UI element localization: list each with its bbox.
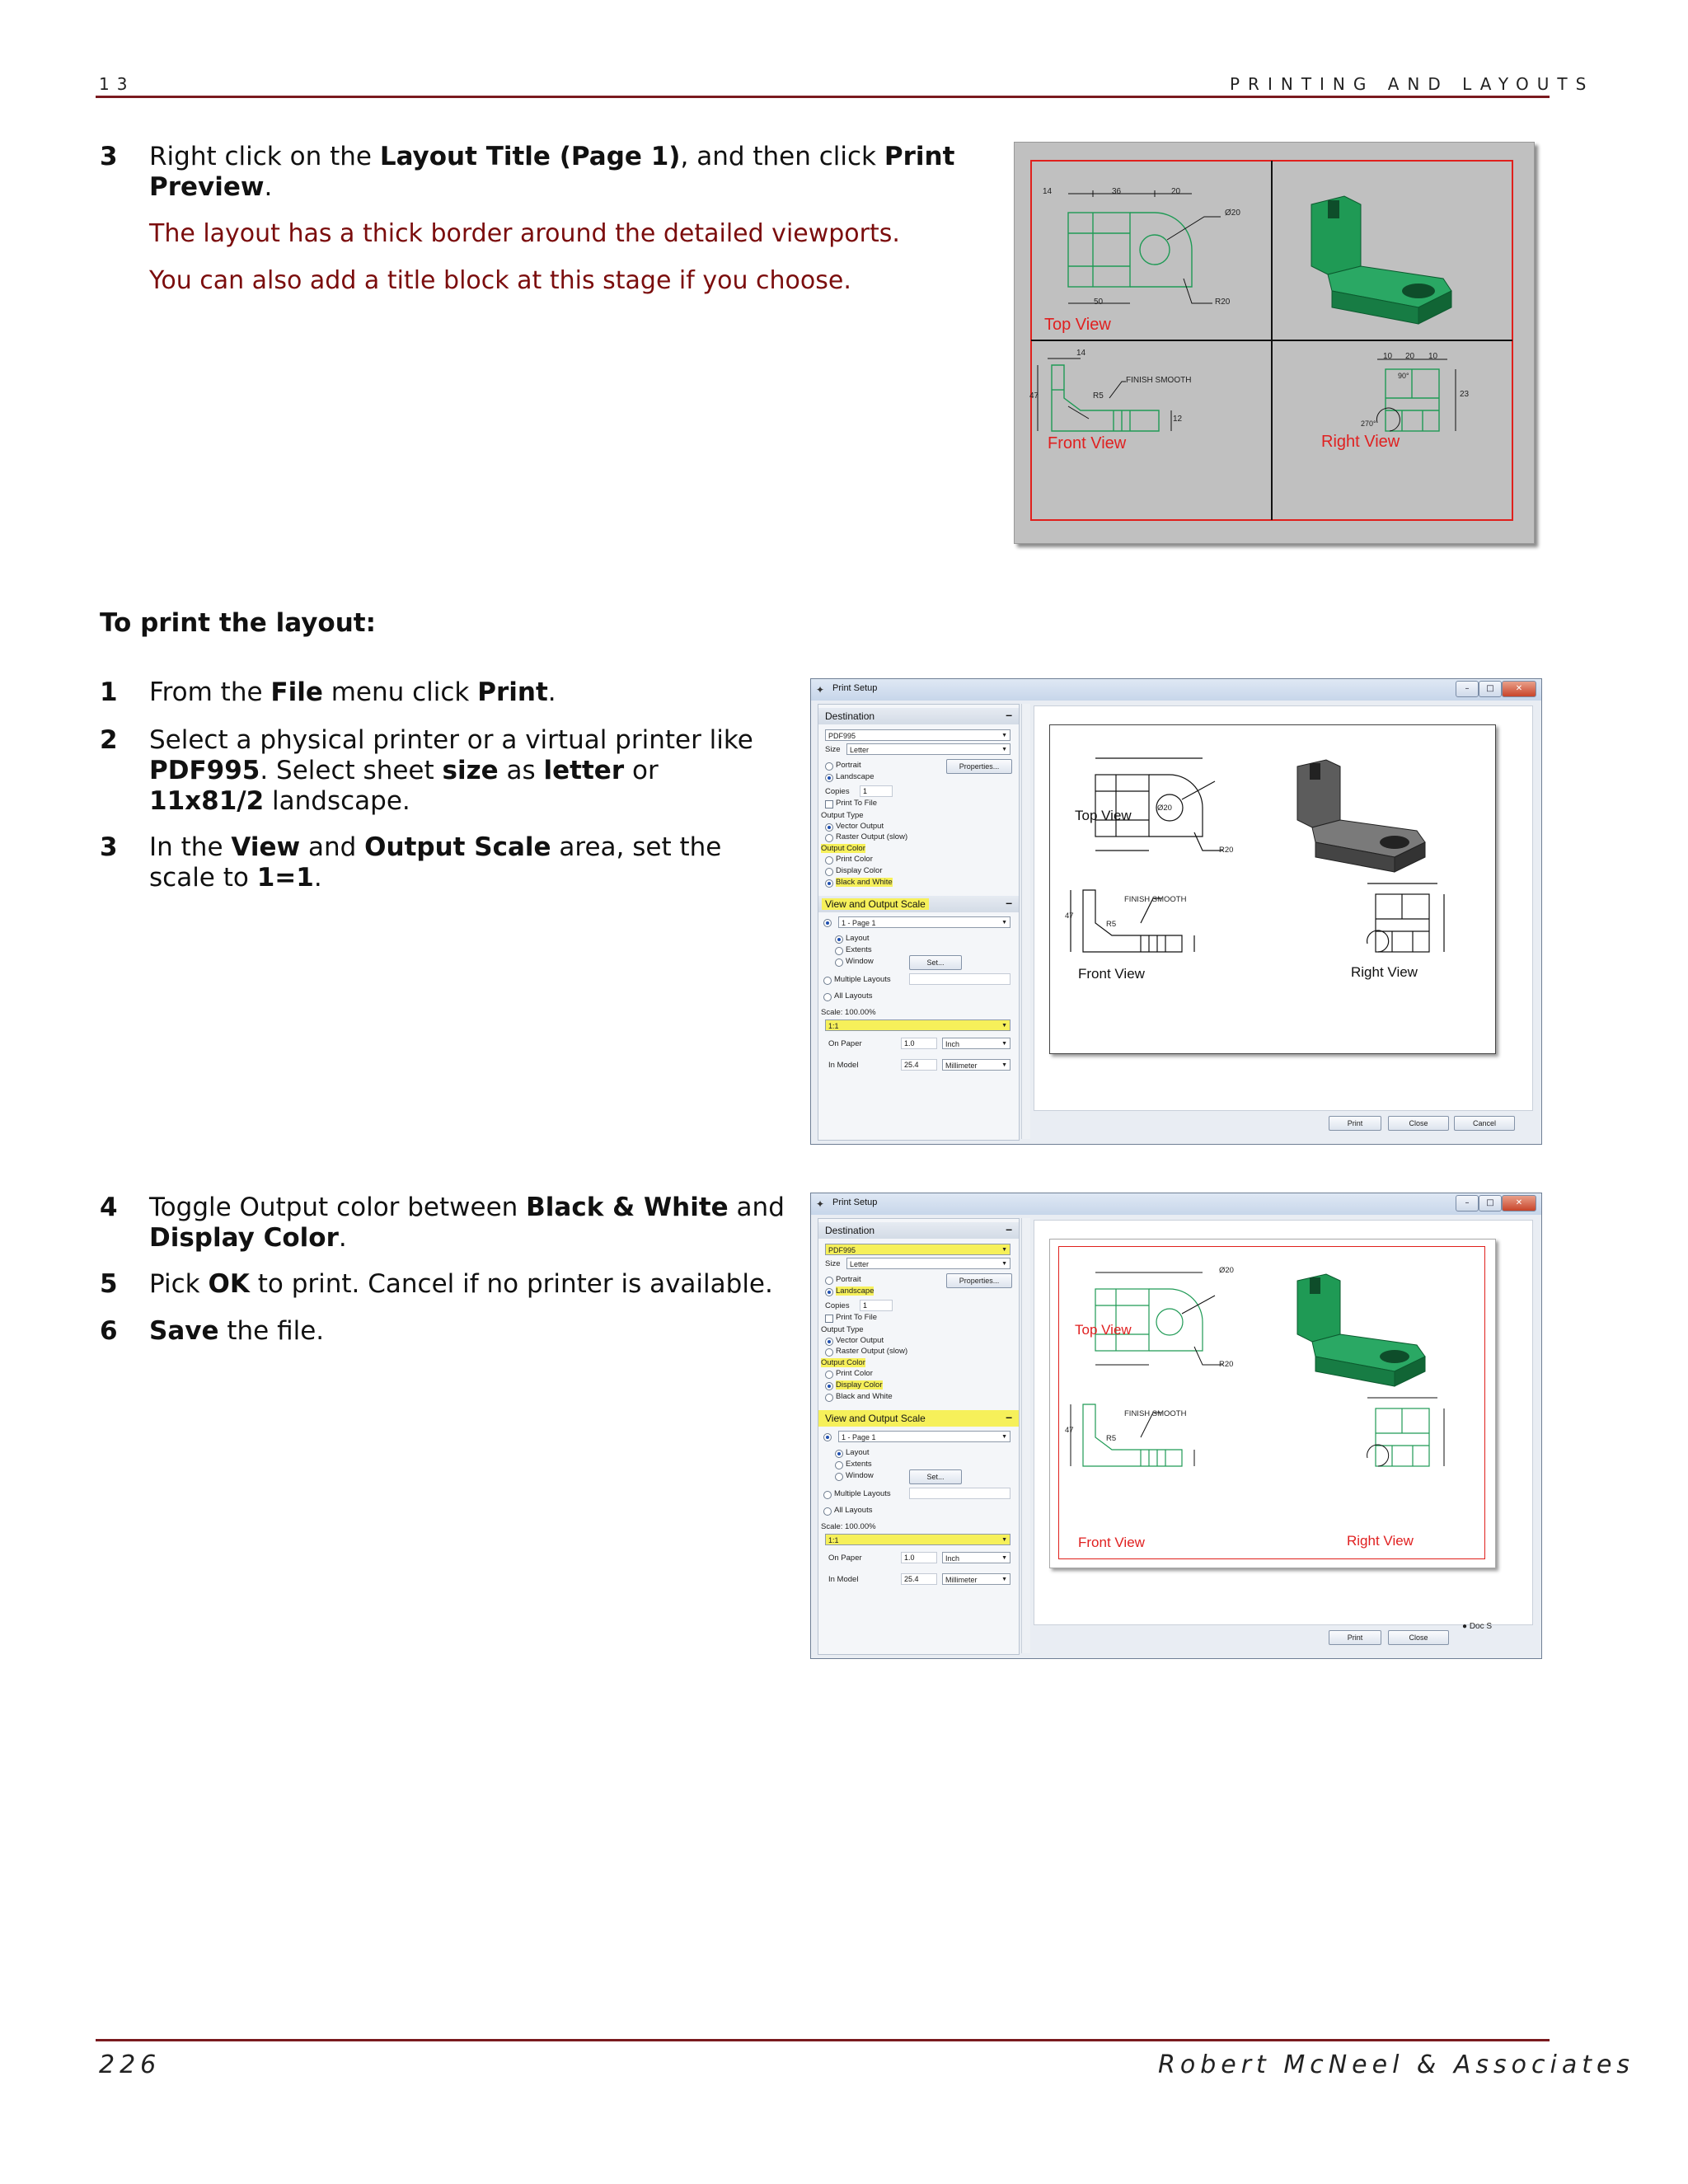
- collapse-icon: –: [1006, 896, 1012, 909]
- dim-10: 10: [1428, 352, 1438, 361]
- bold-text: letter: [543, 756, 625, 785]
- text: . Select sheet: [260, 756, 443, 785]
- in-model-label: In Model: [828, 1061, 859, 1070]
- scale-value: 1:1: [828, 1536, 839, 1544]
- size-value: Letter: [850, 746, 870, 754]
- text: , and then click: [680, 142, 884, 171]
- set-button[interactable]: Set...: [909, 1469, 962, 1484]
- bold-text: Print: [884, 142, 955, 171]
- in-model-input[interactable]: 25.4: [901, 1059, 937, 1071]
- close-window-button[interactable]: ✕: [1502, 1195, 1536, 1212]
- dim-12: 12: [1173, 415, 1183, 424]
- raster-output-label: Raster Output (slow): [836, 832, 908, 841]
- text: and: [300, 832, 365, 862]
- display-color-label: Display Color: [836, 866, 883, 875]
- model-unit-select[interactable]: [942, 1573, 1010, 1585]
- step-text: [149, 1193, 792, 1254]
- print-color-label: Print Color: [836, 855, 873, 864]
- close-button[interactable]: Close: [1388, 1630, 1449, 1645]
- set-button[interactable]: Set...: [909, 955, 962, 970]
- step-number: 1: [100, 677, 118, 707]
- vector-output-label: Vector Output: [836, 1336, 884, 1345]
- vector-output-radio[interactable]: [825, 1338, 833, 1346]
- panel-scrollbar[interactable]: [1021, 1218, 1030, 1653]
- black-white-label: Black and White: [836, 878, 893, 887]
- print-to-file-label: Print To File: [836, 1313, 877, 1322]
- collapse-icon: –: [1006, 708, 1012, 721]
- step-number: 3: [100, 142, 118, 171]
- dim-14: 14: [1076, 349, 1086, 358]
- dropdown-arrow-icon: ▼: [1001, 1023, 1007, 1029]
- text: landscape.: [264, 786, 410, 816]
- text: as: [498, 756, 544, 785]
- scale-value: 1:1: [828, 1022, 839, 1030]
- dropdown-arrow-icon: ▼: [1001, 1041, 1007, 1047]
- extents-radio[interactable]: [835, 947, 843, 955]
- page-select[interactable]: [838, 916, 1010, 928]
- dialog-title: Print Setup: [832, 1197, 878, 1207]
- right-view-label: Right View: [1347, 1533, 1414, 1549]
- page-number: 226: [99, 2050, 162, 2079]
- section-label: Destination: [825, 710, 875, 722]
- dropdown-arrow-icon: ▼: [1001, 1434, 1007, 1440]
- note-thick-border: The layout has a thick border around the detailed viewports.: [149, 219, 900, 248]
- dim-270: 270°: [1361, 419, 1376, 428]
- bold-text: Layout Title (Page 1): [379, 142, 681, 171]
- dim-23: 23: [1460, 390, 1470, 399]
- landscape-label: Landscape: [836, 772, 874, 781]
- portrait-label: Portrait: [836, 1275, 861, 1284]
- step-number: 2: [100, 725, 118, 755]
- print-setup-dialog-color: [810, 1193, 1542, 1659]
- on-paper-input[interactable]: 1.0: [901, 1552, 937, 1563]
- dropdown-arrow-icon: ▼: [1001, 1537, 1007, 1543]
- rhino-icon: ✦: [816, 684, 825, 696]
- model-unit-select[interactable]: [942, 1059, 1010, 1071]
- dropdown-arrow-icon: ▼: [1001, 747, 1007, 752]
- dialog-title: Print Setup: [832, 683, 878, 693]
- dropdown-arrow-icon: ▼: [1001, 1247, 1007, 1253]
- step-number: 5: [100, 1269, 118, 1299]
- section-label: Destination: [825, 1225, 875, 1236]
- preview-sheet-color: [1049, 1239, 1496, 1568]
- dim-47: 47: [1065, 1426, 1074, 1435]
- step-text: [149, 677, 776, 708]
- black-white-label: Black and White: [836, 1392, 893, 1401]
- color-drawing: [1050, 1240, 1495, 1568]
- portrait-label: Portrait: [836, 761, 861, 770]
- all-layouts-radio[interactable]: [823, 993, 832, 1001]
- size-label: Size: [825, 1259, 841, 1268]
- layout-label: Layout: [846, 1448, 870, 1457]
- text: Toggle Output color between: [149, 1193, 527, 1222]
- collapse-icon: –: [1006, 1222, 1012, 1235]
- size-value: Letter: [850, 1260, 870, 1268]
- bold-text: Preview: [149, 172, 265, 202]
- scale-select[interactable]: [825, 1019, 1010, 1031]
- maximize-button[interactable]: □: [1479, 1195, 1502, 1212]
- dim-20: 20: [1171, 187, 1181, 196]
- layout-drawing: [1015, 143, 1534, 543]
- display-color-radio[interactable]: [825, 868, 833, 876]
- dim-47: 47: [1029, 391, 1039, 401]
- model-unit-value: Millimeter: [945, 1576, 978, 1584]
- copies-label: Copies: [825, 1301, 850, 1310]
- properties-button[interactable]: Properties...: [946, 759, 1012, 774]
- printer-select[interactable]: [825, 729, 1010, 741]
- output-color-label: Output Color: [821, 844, 865, 853]
- print-setup-dialog-bw: [810, 678, 1542, 1145]
- raster-output-label: Raster Output (slow): [836, 1347, 908, 1356]
- landscape-radio[interactable]: [825, 1288, 833, 1296]
- landscape-label: Landscape: [836, 1286, 874, 1296]
- top-view-label: Top View: [1075, 1322, 1132, 1338]
- window-radio[interactable]: [835, 958, 843, 967]
- dim-r20: R20: [1219, 1360, 1234, 1369]
- bold-text: OK: [208, 1269, 250, 1299]
- dim-10: 10: [1383, 352, 1393, 361]
- view-radio[interactable]: [823, 1433, 832, 1441]
- size-select[interactable]: [846, 1258, 1010, 1269]
- text: From the: [149, 677, 271, 707]
- view-radio[interactable]: [823, 919, 832, 927]
- portrait-radio[interactable]: [825, 1277, 833, 1285]
- multiple-layouts-label: Multiple Layouts: [834, 975, 891, 984]
- text: .: [547, 677, 556, 707]
- step-number: 4: [100, 1193, 118, 1222]
- all-layouts-label: All Layouts: [834, 991, 873, 1001]
- copies-input[interactable]: 1: [860, 1300, 893, 1311]
- dim-diameter-20: Ø20: [1225, 209, 1240, 218]
- multiple-layouts-radio[interactable]: [823, 977, 832, 985]
- layout-radio[interactable]: [835, 1450, 843, 1458]
- maximize-button[interactable]: □: [1479, 681, 1502, 697]
- text: .: [338, 1223, 347, 1253]
- printer-value: PDF995: [828, 1246, 856, 1254]
- dim-r20: R20: [1219, 846, 1234, 855]
- extents-label: Extents: [846, 1460, 872, 1469]
- bold-text: Output Scale: [364, 832, 551, 862]
- settings-panel: [818, 704, 1020, 1141]
- dialog-titlebar: [811, 1193, 1541, 1215]
- bold-text: File: [270, 677, 323, 707]
- section-label: View and Output Scale: [825, 1413, 926, 1424]
- print-color-label: Print Color: [836, 1369, 873, 1378]
- top-view-label: Top View: [1075, 808, 1132, 823]
- display-color-label: Display Color: [836, 1380, 883, 1390]
- black-white-radio[interactable]: [825, 1394, 833, 1402]
- publisher: Robert McNeel & Associates: [1158, 2050, 1635, 2079]
- layout-label: Layout: [846, 934, 870, 943]
- bold-text: View: [231, 832, 301, 862]
- step-text: [149, 725, 792, 817]
- dim-50: 50: [1094, 298, 1104, 307]
- doc-indicator: [1462, 1622, 1492, 1631]
- properties-button[interactable]: Properties...: [946, 1273, 1012, 1288]
- output-color-label: Output Color: [821, 1358, 865, 1367]
- finish-smooth-note: FINISH SMOOTH: [1124, 895, 1187, 904]
- section-label: View and Output Scale: [822, 898, 929, 910]
- front-view-label: Front View: [1048, 434, 1127, 452]
- minimize-button[interactable]: –: [1456, 681, 1479, 697]
- chapter-number: 13: [99, 74, 135, 94]
- print-to-file-checkbox[interactable]: [825, 1315, 833, 1323]
- size-select[interactable]: [846, 743, 1010, 755]
- text: In the: [149, 832, 232, 862]
- view-scale-section[interactable]: [818, 1410, 1019, 1427]
- layouts-input[interactable]: [909, 1488, 1010, 1499]
- all-layouts-label: All Layouts: [834, 1506, 873, 1515]
- print-preview-area: [1034, 705, 1533, 1111]
- output-type-label: Output Type: [821, 1325, 864, 1334]
- dim-36: 36: [1112, 187, 1122, 196]
- dim-90: 90°: [1398, 372, 1409, 380]
- output-type-label: Output Type: [821, 811, 864, 820]
- layouts-input[interactable]: [909, 973, 1010, 985]
- print-color-radio[interactable]: [825, 1371, 833, 1379]
- preview-sheet-bw: [1049, 724, 1496, 1054]
- in-model-label: In Model: [828, 1575, 859, 1584]
- multiple-layouts-label: Multiple Layouts: [834, 1489, 891, 1498]
- header-rule: [96, 96, 1550, 98]
- step-text: [149, 1269, 842, 1300]
- dim-r5: R5: [1106, 920, 1117, 929]
- close-window-button[interactable]: ✕: [1502, 681, 1536, 697]
- print-button[interactable]: Print: [1329, 1630, 1381, 1645]
- vector-output-radio[interactable]: [825, 823, 833, 832]
- in-model-input[interactable]: 25.4: [901, 1573, 937, 1585]
- dim-diameter-20: Ø20: [1157, 804, 1172, 813]
- destination-section[interactable]: [818, 708, 1019, 724]
- dropdown-arrow-icon: ▼: [1001, 920, 1007, 926]
- dim-20: 20: [1405, 352, 1415, 361]
- right-view-label: Right View: [1351, 964, 1418, 980]
- step-text: [149, 832, 792, 893]
- finish-smooth-note: FINISH SMOOTH: [1124, 1409, 1187, 1418]
- window-radio[interactable]: [835, 1473, 843, 1481]
- print-color-radio[interactable]: [825, 856, 833, 865]
- model-unit-value: Millimeter: [945, 1062, 978, 1070]
- finish-smooth-note: FINISH SMOOTH: [1126, 376, 1192, 385]
- bold-text: Save: [149, 1316, 219, 1346]
- scale-select[interactable]: [825, 1534, 1010, 1545]
- step-text: [149, 1316, 792, 1347]
- destination-section[interactable]: [818, 1222, 1019, 1239]
- rhino-icon: ✦: [816, 1198, 825, 1210]
- on-paper-input[interactable]: 1.0: [901, 1038, 937, 1049]
- portrait-radio[interactable]: [825, 762, 833, 771]
- text: Select a physical printer or a virtual printer like: [149, 725, 753, 755]
- dropdown-arrow-icon: ▼: [1001, 733, 1007, 738]
- window-label: Window: [846, 957, 874, 966]
- text: .: [264, 172, 273, 202]
- bold-text: PDF995: [149, 756, 260, 785]
- doc-label: Doc S: [1469, 1622, 1493, 1631]
- raster-output-radio[interactable]: [825, 1348, 833, 1357]
- dim-diameter-20: Ø20: [1219, 1266, 1234, 1275]
- dropdown-arrow-icon: ▼: [1001, 1555, 1007, 1561]
- close-button[interactable]: Close: [1388, 1116, 1449, 1131]
- front-view-label: Front View: [1078, 1535, 1145, 1550]
- minimize-button[interactable]: –: [1456, 1195, 1479, 1212]
- multiple-layouts-radio[interactable]: [823, 1491, 832, 1499]
- layout-preview-image: [1014, 142, 1535, 544]
- text: Right click on the: [149, 142, 380, 171]
- dropdown-arrow-icon: ▼: [1001, 1261, 1007, 1267]
- cancel-button[interactable]: Cancel: [1454, 1116, 1515, 1131]
- on-paper-label: On Paper: [828, 1554, 862, 1563]
- note-title-block: You can also add a title block at this stage if you choose.: [149, 266, 851, 295]
- text: scale to: [149, 863, 257, 893]
- text: .: [313, 863, 322, 893]
- on-paper-label: On Paper: [828, 1039, 862, 1048]
- dim-r5: R5: [1106, 1434, 1117, 1443]
- text: menu click: [322, 677, 478, 707]
- paper-unit-value: Inch: [945, 1554, 960, 1563]
- text: and: [728, 1193, 785, 1222]
- bw-drawing: [1050, 725, 1495, 1053]
- print-button[interactable]: Print: [1329, 1116, 1381, 1131]
- text: Pick: [149, 1269, 209, 1299]
- landscape-radio[interactable]: [825, 774, 833, 782]
- bold-text: size: [442, 756, 499, 785]
- text: to print. Cancel if no printer is available.: [249, 1269, 773, 1299]
- print-to-file-checkbox[interactable]: [825, 800, 833, 808]
- layout-radio[interactable]: [835, 935, 843, 944]
- bold-text: Display Color: [149, 1223, 339, 1253]
- text: or: [624, 756, 659, 785]
- dialog-titlebar: [811, 679, 1541, 701]
- page-select[interactable]: [838, 1431, 1010, 1442]
- dim-r20: R20: [1215, 298, 1231, 307]
- extents-label: Extents: [846, 945, 872, 954]
- chapter-title: PRINTING AND LAYOUTS: [1230, 74, 1595, 94]
- vector-output-label: Vector Output: [836, 822, 884, 831]
- bold-text: 1=1: [256, 863, 314, 893]
- extents-radio[interactable]: [835, 1461, 843, 1469]
- raster-output-radio[interactable]: [825, 834, 833, 842]
- bold-text: Black & White: [526, 1193, 729, 1222]
- bold-text: Print: [477, 677, 548, 707]
- text: area, set the: [551, 832, 722, 862]
- page-value: 1 - Page 1: [842, 1433, 876, 1441]
- collapse-icon: –: [1006, 1410, 1012, 1423]
- paper-unit-select[interactable]: [942, 1552, 1010, 1563]
- globe-icon: ●: [1462, 1622, 1468, 1631]
- top-view-label: Top View: [1044, 316, 1111, 334]
- size-label: Size: [825, 745, 841, 754]
- step-text: [149, 142, 973, 203]
- print-to-file-label: Print To File: [836, 799, 877, 808]
- text: the file.: [218, 1316, 325, 1346]
- copies-label: Copies: [825, 787, 850, 796]
- section-heading: To print the layout:: [100, 608, 376, 638]
- right-view-label: Right View: [1321, 433, 1400, 451]
- window-label: Window: [846, 1471, 874, 1480]
- step-number: 3: [100, 832, 118, 862]
- all-layouts-radio[interactable]: [823, 1507, 832, 1516]
- copies-input[interactable]: 1: [860, 785, 893, 797]
- display-color-radio[interactable]: [825, 1382, 833, 1390]
- black-white-radio[interactable]: [825, 879, 833, 888]
- paper-unit-select[interactable]: [942, 1038, 1010, 1049]
- footer-rule: [96, 2039, 1550, 2041]
- dropdown-arrow-icon: ▼: [1001, 1577, 1007, 1582]
- paper-unit-value: Inch: [945, 1040, 960, 1048]
- view-scale-section[interactable]: [818, 896, 1019, 912]
- dim-r5: R5: [1093, 391, 1104, 401]
- scale-label: Scale: 100.00%: [821, 1008, 876, 1017]
- dropdown-arrow-icon: ▼: [1001, 1062, 1007, 1068]
- front-view-label: Front View: [1078, 966, 1145, 982]
- printer-select[interactable]: [825, 1244, 1010, 1255]
- panel-scrollbar[interactable]: [1021, 704, 1030, 1139]
- printer-value: PDF995: [828, 732, 856, 740]
- scale-label: Scale: 100.00%: [821, 1522, 876, 1531]
- bold-text: 11x81/2: [149, 786, 265, 816]
- dim-47: 47: [1065, 912, 1074, 921]
- print-preview-area: [1034, 1220, 1533, 1625]
- dim-14: 14: [1043, 187, 1053, 196]
- step-number: 6: [100, 1316, 118, 1346]
- page-value: 1 - Page 1: [842, 919, 876, 927]
- settings-panel: [818, 1218, 1020, 1655]
